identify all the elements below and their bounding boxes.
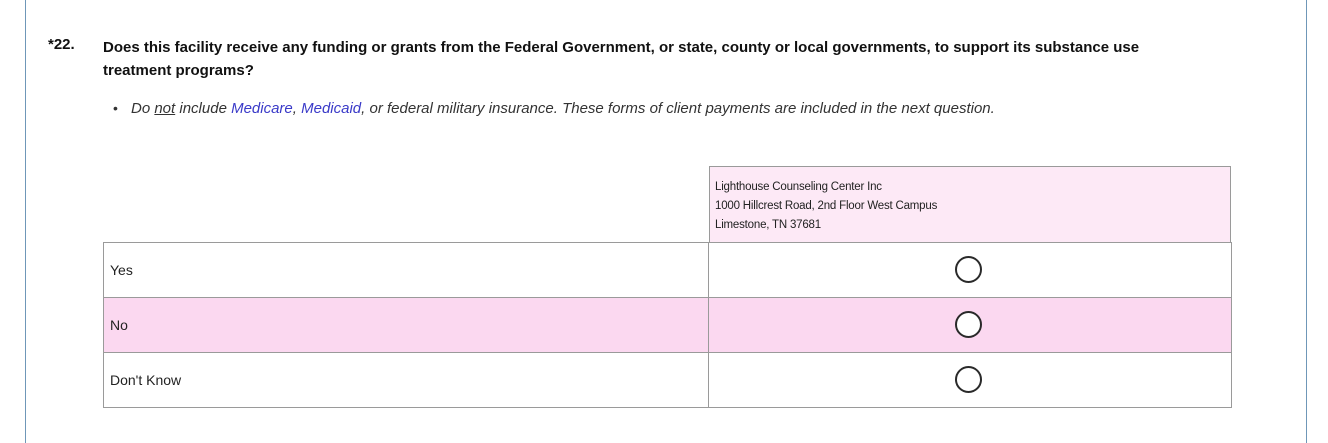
answer-cell-no xyxy=(709,298,1232,353)
answer-table xyxy=(103,242,1232,408)
answer-label-dont-know: Don't Know xyxy=(104,353,709,408)
answer-cell-yes xyxy=(709,243,1232,298)
note-text-2: include xyxy=(175,100,232,117)
answer-row-no xyxy=(104,298,1232,353)
no-radio-button[interactable] xyxy=(955,311,982,338)
medicare-link[interactable]: Medicare xyxy=(231,100,293,117)
note-separator: , xyxy=(292,100,302,117)
page-frame-right xyxy=(1306,0,1307,443)
note-emphasis-not: not xyxy=(154,100,176,117)
medicaid-link[interactable]: Medicaid xyxy=(301,100,362,117)
note-text-3: , or federal military insurance. These forms of client payments are included in the next question. xyxy=(361,100,995,117)
yes-radio-button[interactable] xyxy=(955,256,982,283)
answer-row-yes xyxy=(104,243,1232,298)
dont-know-radio-button[interactable] xyxy=(955,366,982,393)
page-frame-left xyxy=(25,0,26,443)
note-text-1: Do xyxy=(131,100,155,117)
answer-label-yes: Yes xyxy=(104,243,709,298)
answer-label-no: No xyxy=(104,298,709,353)
facility-column-header xyxy=(709,166,1231,242)
answer-row-dont-know xyxy=(104,353,1232,408)
facility-name: Lighthouse Counseling Center Inc xyxy=(715,181,882,193)
instruction-note xyxy=(113,100,995,117)
question-text: Does this facility receive any funding or grants from the Federal Government, or state, county or local governments, to support its substance use treatment programs? xyxy=(103,39,1140,79)
facility-address-line2: Limestone, TN 37681 xyxy=(715,219,821,231)
bullet-icon: • xyxy=(113,100,118,116)
question-number: *22. xyxy=(48,36,75,53)
answer-cell-dont-know xyxy=(709,353,1232,408)
facility-address-line1: 1000 Hillcrest Road, 2nd Floor West Campus xyxy=(715,200,938,212)
